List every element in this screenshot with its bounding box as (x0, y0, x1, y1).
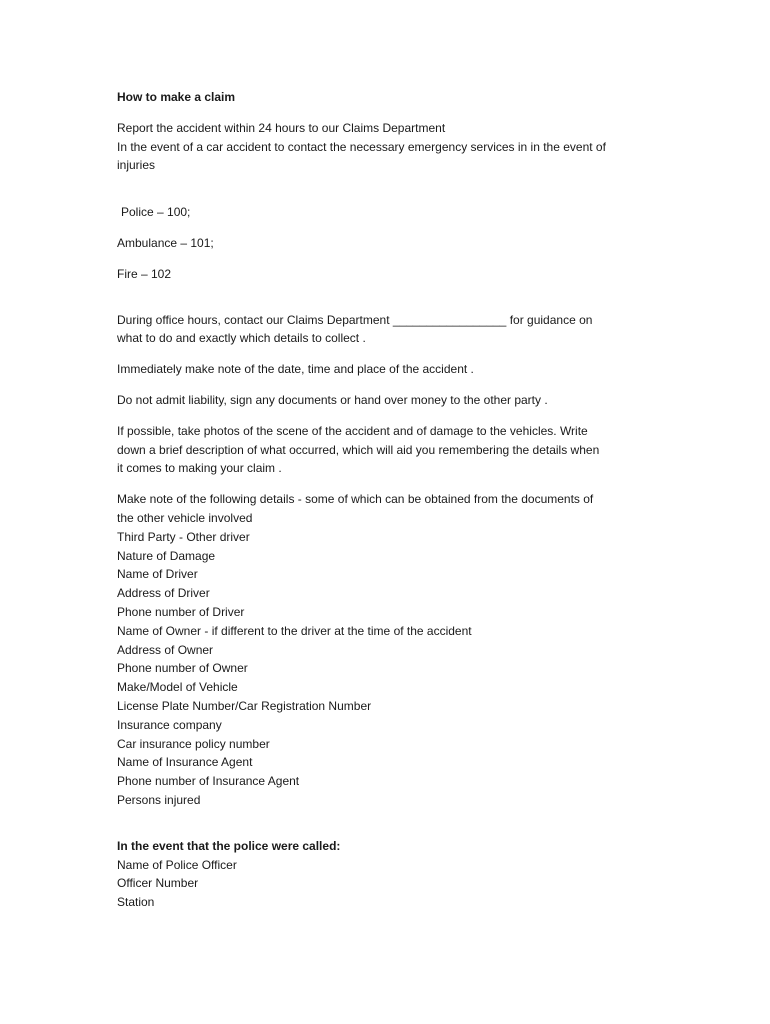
no-liability-paragraph: Do not admit liability, sign any documents or hand over money to the other party . (117, 392, 548, 407)
intro-line: injuries (117, 158, 156, 173)
spacer (117, 175, 657, 203)
list-item: Phone number of Owner (117, 661, 248, 676)
list-item: Phone number of Driver (117, 604, 245, 619)
note-date-paragraph: Immediately make note of the date, time and place of the accident . (117, 362, 474, 377)
spacer (117, 478, 657, 490)
list-item: Name of Owner - if different to the driver at the time of the accident (117, 623, 472, 638)
list-item: Address of Owner (117, 642, 214, 657)
photos-line: down a brief description of what occurred, which will aid you remembering the details when (117, 442, 600, 457)
emergency-police: Police – 100; (121, 205, 191, 220)
list-item: Third Party - Other driver (117, 529, 250, 544)
list-item: Name of Police Officer (117, 857, 237, 872)
police-heading: In the event that the police were called: (117, 838, 341, 853)
list-item: Station (117, 895, 155, 910)
intro-line: Report the accident within 24 hours to our Claims Department (117, 120, 446, 135)
document-heading: How to make a claim (117, 90, 236, 104)
list-item: Phone number of Insurance Agent (117, 774, 300, 789)
spacer (117, 810, 657, 837)
photos-line: it comes to making your claim . (117, 461, 282, 476)
emergency-ambulance: Ambulance – 101; (117, 235, 214, 250)
list-item: Officer Number (117, 876, 199, 891)
police-list (117, 856, 657, 912)
emergency-fire: Fire – 102 (117, 266, 172, 281)
spacer (117, 253, 657, 265)
list-item: Name of Insurance Agent (117, 755, 253, 770)
spacer (117, 379, 657, 391)
list-item: Insurance company (117, 717, 222, 732)
spacer (117, 107, 657, 119)
office-hours-line: what to do and exactly which details to collect . (117, 331, 366, 346)
list-item: Make/Model of Vehicle (117, 680, 238, 695)
spacer (117, 222, 657, 234)
list-item: License Plate Number/Car Registration Number (117, 698, 372, 713)
details-list (117, 528, 657, 810)
list-item: Address of Driver (117, 586, 210, 601)
list-item: Name of Driver (117, 567, 198, 582)
list-item: Car insurance policy number (117, 736, 270, 751)
intro-line: In the event of a car accident to contact the necessary emergency services in in the event of (117, 139, 606, 154)
spacer (117, 410, 657, 422)
list-item: Persons injured (117, 792, 201, 807)
spacer (117, 284, 657, 311)
details-intro-line: Make note of the following details - some of which can be obtained from the documents of (117, 492, 594, 507)
details-intro-line: the other vehicle involved (117, 510, 253, 525)
document-page (117, 88, 657, 912)
list-item: Nature of Damage (117, 548, 216, 563)
spacer (117, 348, 657, 360)
office-hours-line: During office hours, contact our Claims Department _________________ for guidance on (117, 312, 593, 327)
photos-line: If possible, take photos of the scene of the accident and of damage to the vehicles. Write (117, 423, 588, 438)
